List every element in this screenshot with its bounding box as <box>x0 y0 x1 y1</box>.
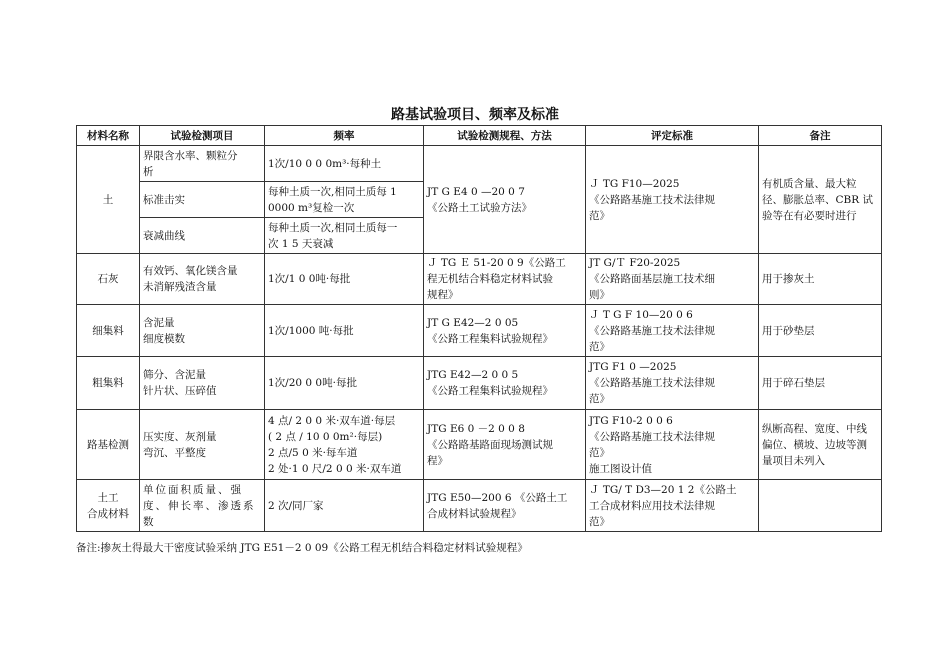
test-item-cell: 含泥量 细度模数 <box>140 305 265 357</box>
header-method: 试验检测规程、方法 <box>424 126 586 146</box>
test-item-cell: 界限含水率、颗粒分 析 <box>140 146 265 182</box>
frequency-cell: 每种土质一次,相同土质每 1 0000 m³复检一次 <box>265 182 424 218</box>
header-test-item: 试验检测项目 <box>140 126 265 146</box>
footnote: 备注:掺灰土得最大干密度试验采纳 JTG E51－2 0 09《公路工程无机结合料稳定材料试验规程》 <box>76 542 528 554</box>
test-standards-table <box>76 125 882 532</box>
table-row <box>77 146 882 182</box>
table-row <box>77 357 882 410</box>
table-row <box>77 254 882 305</box>
method-cell: JTG E42—2 0 0 5 《公路工程集料试验规程》 <box>424 357 586 410</box>
frequency-cell: 1次/20 0 0吨·每批 <box>265 357 424 410</box>
material-name-cell: 土工 合成材料 <box>77 480 140 532</box>
frequency-cell: 每种土质一次,相同土质每一 次 1 5 天衰减 <box>265 218 424 254</box>
remark-cell: 纵断高程、宽度、中线 偏位、横坡、边坡等测 量项目未列入 <box>759 410 882 480</box>
header-remark: 备注 <box>759 126 882 146</box>
remark-cell: 用于砂垫层 <box>759 305 882 357</box>
header-row <box>77 126 882 146</box>
test-item-cell: 单位面积质量、强 度、伸长率、渗透系 数 <box>140 480 265 532</box>
material-name-cell: 粗集料 <box>77 357 140 410</box>
header-material: 材料名称 <box>77 126 140 146</box>
standard-cell: JT G/Ｔ F20-2025 《公路路面基层施工技术细 则》 <box>586 254 759 305</box>
table-row <box>77 480 882 532</box>
standard-cell: Ｊ TG F10—2025 《公路路基施工技术法律规 范》 <box>586 146 759 254</box>
standard-cell: Ｊ T G F 10—20 0 6 《公路路基施工技术法律规 范》 <box>586 305 759 357</box>
material-name-cell: 路基检测 <box>77 410 140 480</box>
method-cell: JT G E4 0 —20 0 7 《公路土工试验方法》 <box>424 146 586 254</box>
table-row <box>77 305 882 357</box>
material-name-cell: 石灰 <box>77 254 140 305</box>
page-title: 路基试验项目、频率及标准 <box>391 107 559 123</box>
table-row <box>77 410 882 480</box>
method-cell: Ｊ TG Ｅ 51-20 0 9《公路工 程无机结合料稳定材料试验 规程》 <box>424 254 586 305</box>
test-item-cell: 有效钙、氧化镁含量 未消解残渣含量 <box>140 254 265 305</box>
standard-cell: Ｊ TG/ T D3—20 1 2《公路土 工合成材料应用技术法律规 范》 <box>586 480 759 532</box>
header-standard: 评定标准 <box>586 126 759 146</box>
standard-cell: JTG F1 0 —2025 《公路路基施工技术法律规 范》 <box>586 357 759 410</box>
header-frequency: 频率 <box>265 126 424 146</box>
test-item-cell: 标准击实 <box>140 182 265 218</box>
frequency-cell: 2 次/同厂家 <box>265 480 424 532</box>
material-name-cell: 细集料 <box>77 305 140 357</box>
frequency-cell: 1次/1 0 0吨·每批 <box>265 254 424 305</box>
material-name-cell: 土 <box>77 146 140 254</box>
frequency-cell: 4 点/ 2 0 0 米·双车道·每层 ( 2 点 / 10 0 0m²·每层) 2 点/5 0 米·每车道 2 处·1 0 尺/2 0 0 米·双车道 <box>265 410 424 480</box>
remark-cell: 有机质含量、最大粒 径、膨胀总率、CBR 试 验等在有必要时进行 <box>759 146 882 254</box>
method-cell: JTG E50—200 6 《公路土工 合成材料试验规程》 <box>424 480 586 532</box>
test-item-cell: 压实度、灰剂量 弯沉、平整度 <box>140 410 265 480</box>
remark-cell: 用于掺灰土 <box>759 254 882 305</box>
standard-cell: JTG F10-2 0 0 6 《公路路基施工技术法律规 范》 施工图设计值 <box>586 410 759 480</box>
test-item-cell: 筛分、含泥量 针片状、压碎值 <box>140 357 265 410</box>
remark-cell <box>759 480 882 532</box>
method-cell: JTG E6 0 －2 0 0 8 《公路路基路面现场测试规 程》 <box>424 410 586 480</box>
frequency-cell: 1次/10 0 0 0m³·每种土 <box>265 146 424 182</box>
remark-cell: 用于碎石垫层 <box>759 357 882 410</box>
frequency-cell: 1次/1000 吨·每批 <box>265 305 424 357</box>
method-cell: JT G E42—2 0 05 《公路工程集料试验规程》 <box>424 305 586 357</box>
test-item-cell: 衰减曲线 <box>140 218 265 254</box>
